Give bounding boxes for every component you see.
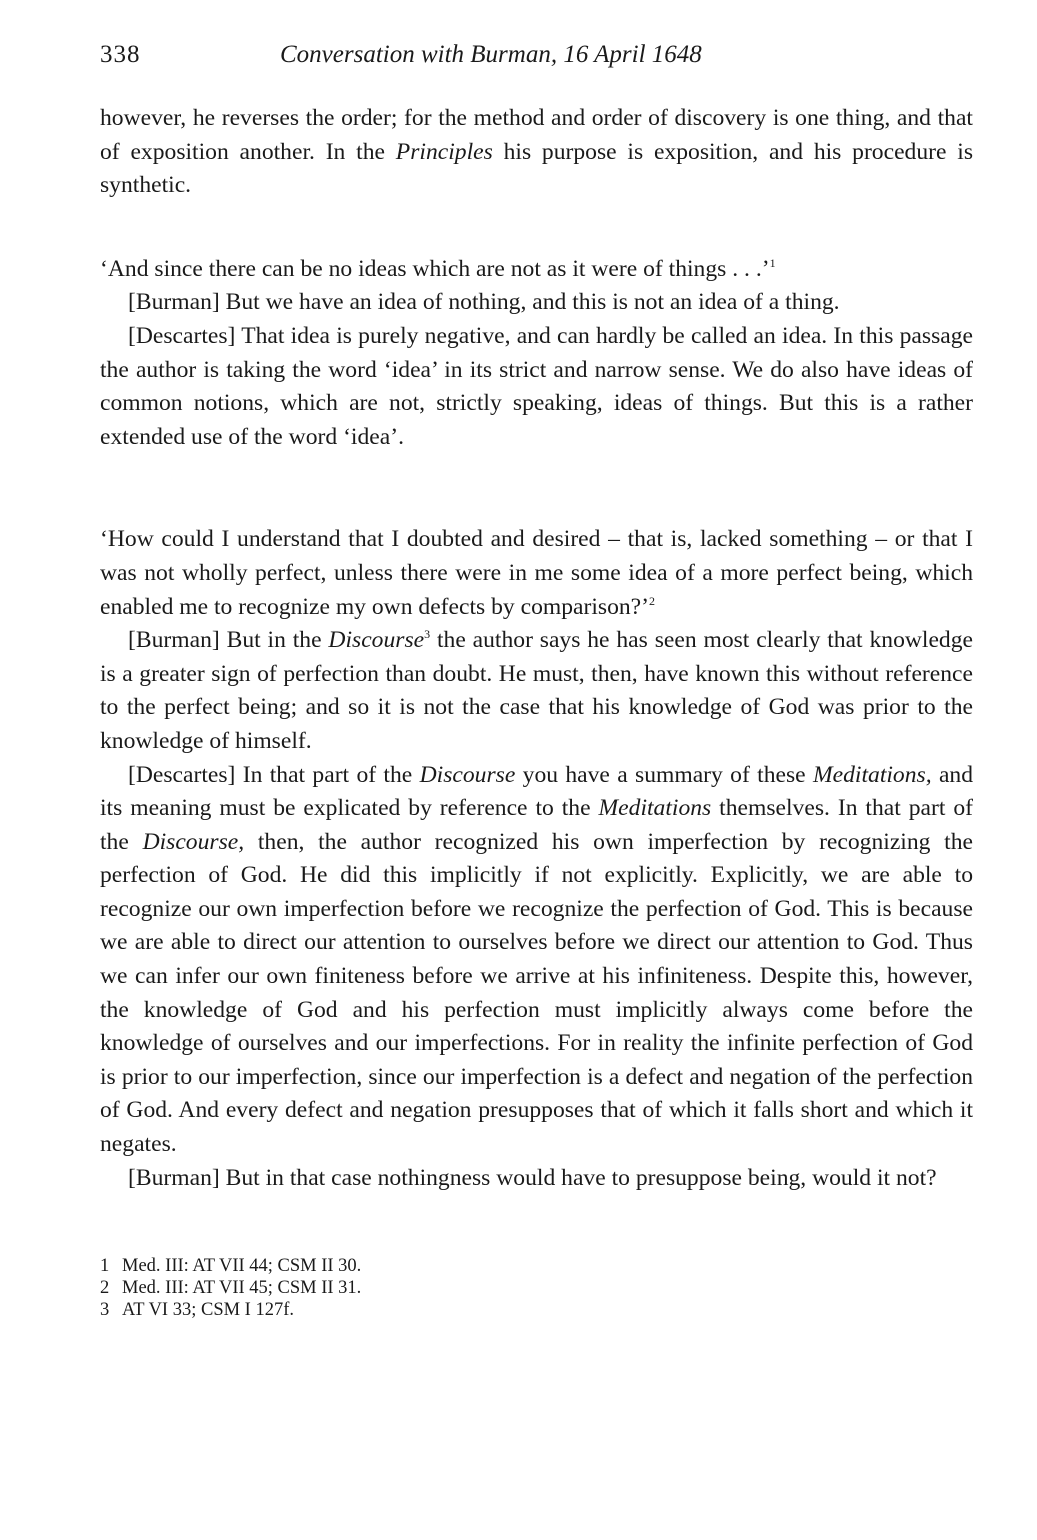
- running-title: Conversation with Burman, 16 April 1648: [280, 41, 702, 68]
- section-gap: [100, 454, 973, 523]
- descartes-reply-2: [Descartes] In that part of the Discourse you have a summary of these Meditations, and its meaning must be explicated by reference to the Meditations themselves. In that part of the Discourse, then, the author recognized his own imperfection by recognizing the perfection of God. He did this implicitly if not explicitly. Explicitly, we are able to recognize our own imperfection before we recognize the perfection of God. This is because we are able to direct our attention to ourselves before we direct our attention to God. Thus we can infer our own finiteness before we arrive at his infiniteness. Despite this, however, the knowledge of God and his perfection must implicitly always come before the knowledge of ourselves and our imperfections. For in reality the infinite perfection of God is prior to our imperfection, since our imperfection is a defect and negation of the perfection of God. And every defect and negation presupposes that of which it falls short and which it negates.: [100, 761, 974, 1158]
- page-body: [100, 102, 973, 1195]
- page-header: [100, 38, 973, 72]
- footnote: 3 AT VI 33; CSM I 127f.: [100, 1300, 295, 1321]
- descartes-reply-1: [Descartes] That idea is purely negative, and can hardly be called an idea. In this passage the author is taking the word ‘idea’ in its strict and narrow sense. We do also have ideas of common notions, which are not, strictly speaking, ideas of things. But this is a rather extended use of the word ‘idea’.: [100, 322, 973, 450]
- footnote-ref-1: 1: [769, 255, 776, 270]
- footnote-ref-2: 2: [649, 593, 656, 608]
- paragraph-continuation: however, he reverses the order; for the method and order of discovery is one thing, and that of exposition another. In the Principles his purpose is exposition, and his procedure is synthetic.: [100, 105, 974, 199]
- quotation-1: ‘And since there can be no ideas which are not as it were of things . . .’$^1$: [100, 255, 776, 282]
- page-number: 338: [100, 41, 141, 68]
- footnotes: [100, 1255, 973, 1321]
- burman-remark-1: [Burman] But we have an idea of nothing, and this is not an idea of a thing.: [128, 289, 840, 316]
- footnote: 1 Med. III: AT VII 44; CSM II 30.: [100, 1256, 362, 1277]
- burman-remark-3: [Burman] But in that case nothingness would have to presuppose being, would it not?: [128, 1164, 937, 1191]
- section-gap: [100, 203, 973, 253]
- quotation-2: ‘How could I understand that I doubted and desired – that is, lacked something – or that I was not wholly perfect, unless there were in me some idea of a more perfect being, which enabled me to recognize my own defects by comparison?’$^2$: [100, 526, 973, 620]
- footnote: 2 Med. III: AT VII 45; CSM II 31.: [100, 1278, 362, 1299]
- footnote-ref-3: 3: [424, 627, 431, 642]
- burman-remark-2: [Burman] But in the Discourse$^3$ the author says he has seen most clearly that knowledge is a greater sign of perfection than doubt. He must, then, have known this without reference to the perfect being; and so it is not the case that his knowledge of God was prior to the knowledge of himself.: [100, 627, 973, 754]
